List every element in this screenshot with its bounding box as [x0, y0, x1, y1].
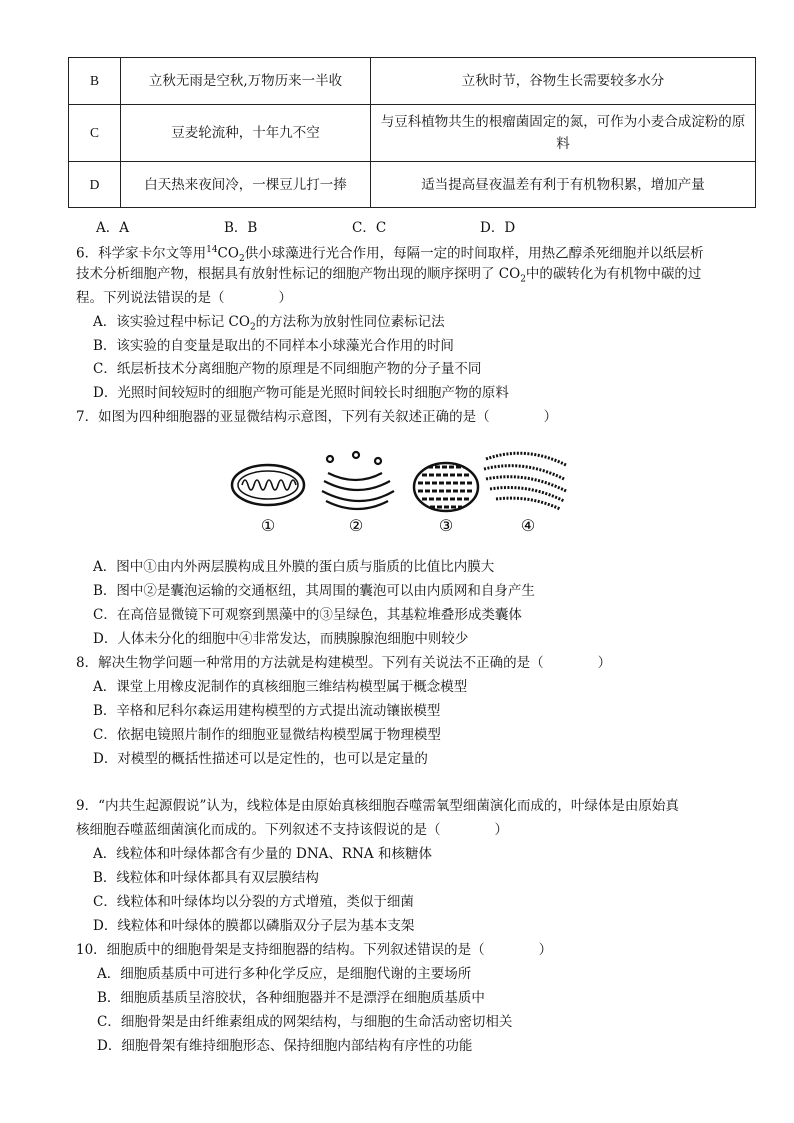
q7-option-a[interactable]: A．图中①由内外两层膜构成且外膜的蛋白质与脂质的比值比内膜大	[93, 559, 495, 575]
chloroplast-drawing	[414, 463, 478, 511]
q6-option-a[interactable]: A．该实验过程中标记 $CO_2$的方法称为放射性同位素标记法	[93, 314, 445, 333]
row-key: B	[69, 58, 121, 105]
q6-option-d[interactable]: D．光照时间较短时的细胞产物可能是光照时间较长时细胞产物的原料	[93, 385, 509, 401]
row-explanation-line: 料	[556, 136, 570, 152]
q6-stem-line: 6．科学家卡尔文等用$^{14}CO_2$供小球藻进行光合作用，每隔一定的时间取样，用热乙醇杀死细胞并以纸层析	[76, 245, 704, 265]
choice-a[interactable]: A．A	[96, 220, 129, 236]
q10-option-d[interactable]: D．细胞骨架有维持细胞形态、保持细胞内部结构有序性的功能	[97, 1038, 473, 1054]
q9-option-d[interactable]: D．线粒体和叶绿体的膜都以磷脂双分子层为基本支架	[93, 918, 415, 934]
q7-option-c[interactable]: C．在高倍显微镜下可观察到黑藻中的③呈绿色，其基粒堆叠形成类囊体	[93, 607, 522, 623]
q8-option-c[interactable]: C．依据电镜照片制作的细胞亚显微结构模型属于物理模型	[93, 727, 441, 743]
q8-option-d[interactable]: D．对模型的概括性描述可以是定性的，也可以是定量的	[93, 751, 428, 767]
mitochondrion-drawing	[232, 465, 304, 505]
golgi-drawing	[322, 452, 394, 509]
q7-option-b[interactable]: B．图中②是囊泡运输的交通枢纽，其周围的囊泡可以由内质网和自身产生	[93, 583, 535, 599]
row-key: D	[69, 162, 121, 208]
table-row	[69, 105, 756, 162]
row-proverb: 白天热来夜间冷，一棵豆儿打一捧	[121, 162, 371, 208]
q10-option-b[interactable]: B．细胞质基质呈溶胶状，各种细胞器并不是漂浮在细胞质基质中	[97, 990, 485, 1006]
endoplasmic-reticulum-drawing	[484, 453, 566, 509]
table-row	[69, 162, 756, 208]
q6-option-c[interactable]: C．纸层析技术分离细胞产物的原理是不同细胞产物的分子量不同	[93, 361, 482, 377]
proverb-table	[68, 57, 756, 208]
table-row	[69, 58, 756, 105]
row-explanation	[371, 105, 756, 162]
q9-stem-line: 9．“内共生起源假说”认为，线粒体是由原始真核细胞吞噬需氧型细菌演化而成的，叶绿体是由原始真	[76, 798, 679, 814]
label-4: ④	[520, 516, 536, 535]
organelle-figure	[228, 447, 568, 537]
label-1: ①	[260, 516, 276, 535]
label-2: ②	[348, 516, 364, 535]
label-3: ③	[438, 516, 454, 535]
choice-b[interactable]: B．B	[224, 220, 258, 236]
q6-option-b[interactable]: B．该实验的自变量是取出的不同样本小球藻光合作用的时间	[93, 338, 454, 354]
row-explanation-line: 与豆科植物共生的根瘤菌固定的氮，可作为小麦合成淀粉的原	[380, 114, 746, 130]
row-key: C	[69, 105, 121, 162]
q6-stem-line: 程。下列说法错误的是（ ）	[76, 290, 292, 306]
q9-stem-line: 核细胞吞噬蓝细菌演化而成的。下列叙述不支持该假说的是（ ）	[76, 822, 508, 838]
q10-option-a[interactable]: A．细胞质基质中可进行多种化学反应，是细胞代谢的主要场所	[97, 966, 472, 982]
q10-stem: 10．细胞质中的细胞骨架是支持细胞器的结构。下列叙述错误的是（ ）	[76, 942, 553, 958]
q5-choices	[96, 216, 608, 236]
q9-option-b[interactable]: B．线粒体和叶绿体都具有双层膜结构	[93, 870, 319, 886]
q7-option-d[interactable]: D．人体未分化的细胞中④非常发达，而胰腺腺泡细胞中则较少	[93, 631, 469, 647]
row-proverb: 豆麦轮流种，十年九不空	[121, 105, 371, 162]
row-proverb: 立秋无雨是空秋,万物历来一半收	[121, 58, 371, 105]
q9-option-c[interactable]: C．线粒体和叶绿体均以分裂的方式增殖，类似于细菌	[93, 894, 414, 910]
choice-c[interactable]: C．C	[352, 220, 387, 236]
q9-option-a[interactable]: A．线粒体和叶绿体都含有少量的 DNA、RNA 和核糖体	[93, 846, 432, 862]
q7-stem: 7．如图为四种细胞器的亚显微结构示意图，下列有关叙述正确的是（ ）	[76, 409, 558, 425]
q8-stem: 8．解决生物学问题一种常用的方法就是构建模型。下列有关说法不正确的是（ ）	[76, 655, 612, 671]
q8-option-b[interactable]: B．辛格和尼科尔森运用建构模型的方式提出流动镶嵌模型	[93, 703, 441, 719]
q6-stem-line: 技术分析细胞产物，根据具有放射性标记的细胞产物出现的顺序探明了 $CO_2$中的碳转化为有机物中碳的过	[76, 266, 702, 285]
q10-option-c[interactable]: C．细胞骨架是由纤维素组成的网架结构，与细胞的生命活动密切相关	[97, 1014, 513, 1030]
choice-d[interactable]: D．D	[480, 220, 516, 236]
row-explanation: 立秋时节，谷物生长需要较多水分	[371, 58, 756, 105]
q8-option-a[interactable]: A．课堂上用橡皮泥制作的真核细胞三维结构模型属于概念模型	[93, 679, 468, 695]
row-explanation: 适当提高昼夜温差有利于有机物积累，增加产量	[371, 162, 756, 208]
